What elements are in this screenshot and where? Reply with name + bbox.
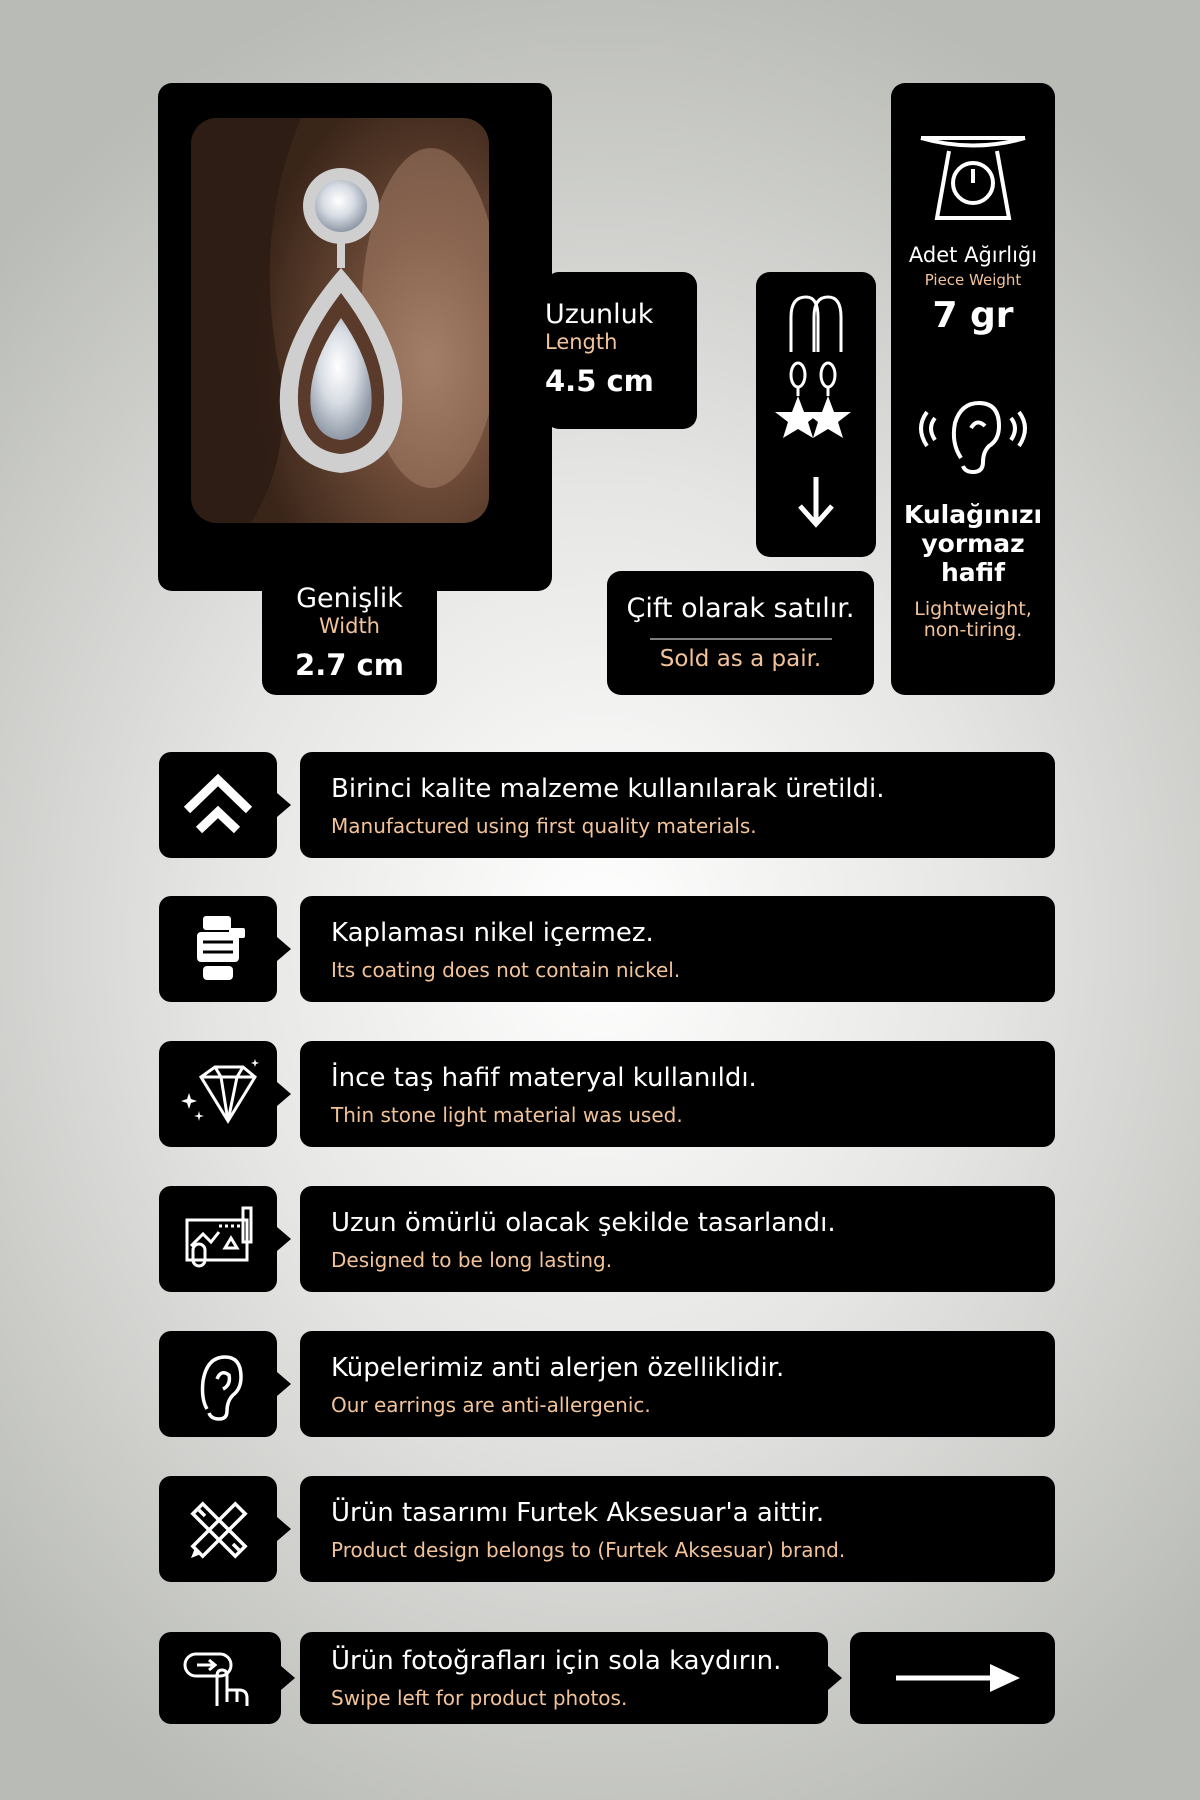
scale-icon — [891, 83, 1055, 233]
weight-card — [891, 83, 1055, 695]
length-value: 4.5 cm — [545, 364, 654, 398]
feature-row-nickel — [300, 896, 1055, 1002]
comfort-label-en: Lightweight, non-tiring. — [914, 598, 1032, 641]
feature-nickel-label-en: Its coating does not contain nickel. — [331, 958, 681, 982]
swipe-label-en: Swipe left for product photos. — [331, 1686, 628, 1710]
weight-label: Adet Ağırlığı — [908, 243, 1038, 267]
feature-stone-label-en: Thin stone light material was used. — [331, 1103, 683, 1127]
length-label-en: Length — [545, 330, 618, 354]
pair-divider — [650, 638, 832, 640]
pair-info-card — [607, 571, 874, 695]
feature-brand-label-en: Product design belongs to (Furtek Aksesuar) brand. — [331, 1538, 846, 1562]
length-card — [545, 272, 697, 429]
feature-antiallergen-label-en: Our earrings are anti-allergenic. — [331, 1393, 651, 1417]
feature-row-durable — [300, 1186, 1055, 1292]
weight-value: 7 gr — [932, 295, 1014, 336]
feature-durable-label: Uzun ömürlü olacak şekilde tasarlandı. — [331, 1208, 836, 1238]
length-label: Uzunluk — [545, 299, 654, 330]
arrow-right-icon — [850, 1632, 1055, 1724]
swipe-arrow-button[interactable] — [850, 1632, 1055, 1724]
feature-nickel-label: Kaplaması nikel içermez. — [331, 918, 654, 948]
feature-row-stone — [300, 1041, 1055, 1147]
swipe-hint-card — [300, 1632, 828, 1724]
product-photo-panel — [158, 83, 552, 591]
feature-durable-label-en: Designed to be long lasting. — [331, 1248, 613, 1272]
weight-label-en: Piece Weight — [924, 271, 1022, 289]
product-photo — [191, 118, 489, 523]
feature-brand-label: Ürün tasarımı Furtek Aksesuar'a aittir. — [331, 1498, 825, 1528]
earring-illustration — [191, 118, 489, 523]
pencil-ruler-icon — [159, 1476, 277, 1582]
pair-label: Çift olarak satılır. — [626, 593, 855, 624]
pair-earrings-card — [756, 272, 876, 557]
star-earrings-icon — [756, 272, 876, 557]
feature-row-antiallergen — [300, 1331, 1055, 1437]
swipe-label: Ürün fotoğrafları için sola kaydırın. — [331, 1646, 782, 1676]
width-label-en: Width — [318, 614, 380, 638]
layers-up-icon — [159, 752, 277, 858]
ear-sound-icon — [891, 388, 1055, 488]
width-card — [262, 563, 437, 695]
diamond-icon — [159, 1041, 277, 1147]
width-label: Genişlik — [296, 583, 403, 614]
design-tools-icon — [159, 1186, 277, 1292]
feature-row-quality — [300, 752, 1055, 858]
feature-quality-label-en: Manufactured using first quality materials. — [331, 814, 757, 838]
comfort-label: Kulağınızı yormaz hafif — [903, 500, 1043, 587]
width-value: 2.7 cm — [295, 648, 404, 682]
ear-icon — [159, 1331, 277, 1437]
swipe-hand-icon — [159, 1632, 281, 1724]
nickel-free-icon — [159, 896, 277, 1002]
feature-stone-label: İnce taş hafif materyal kullanıldı. — [331, 1063, 757, 1093]
feature-row-brand — [300, 1476, 1055, 1582]
feature-quality-label: Birinci kalite malzeme kullanılarak üretildi. — [331, 774, 885, 804]
feature-antiallergen-label: Küpelerimiz anti alerjen özelliklidir. — [331, 1353, 785, 1383]
pair-label-en: Sold as a pair. — [659, 646, 822, 672]
